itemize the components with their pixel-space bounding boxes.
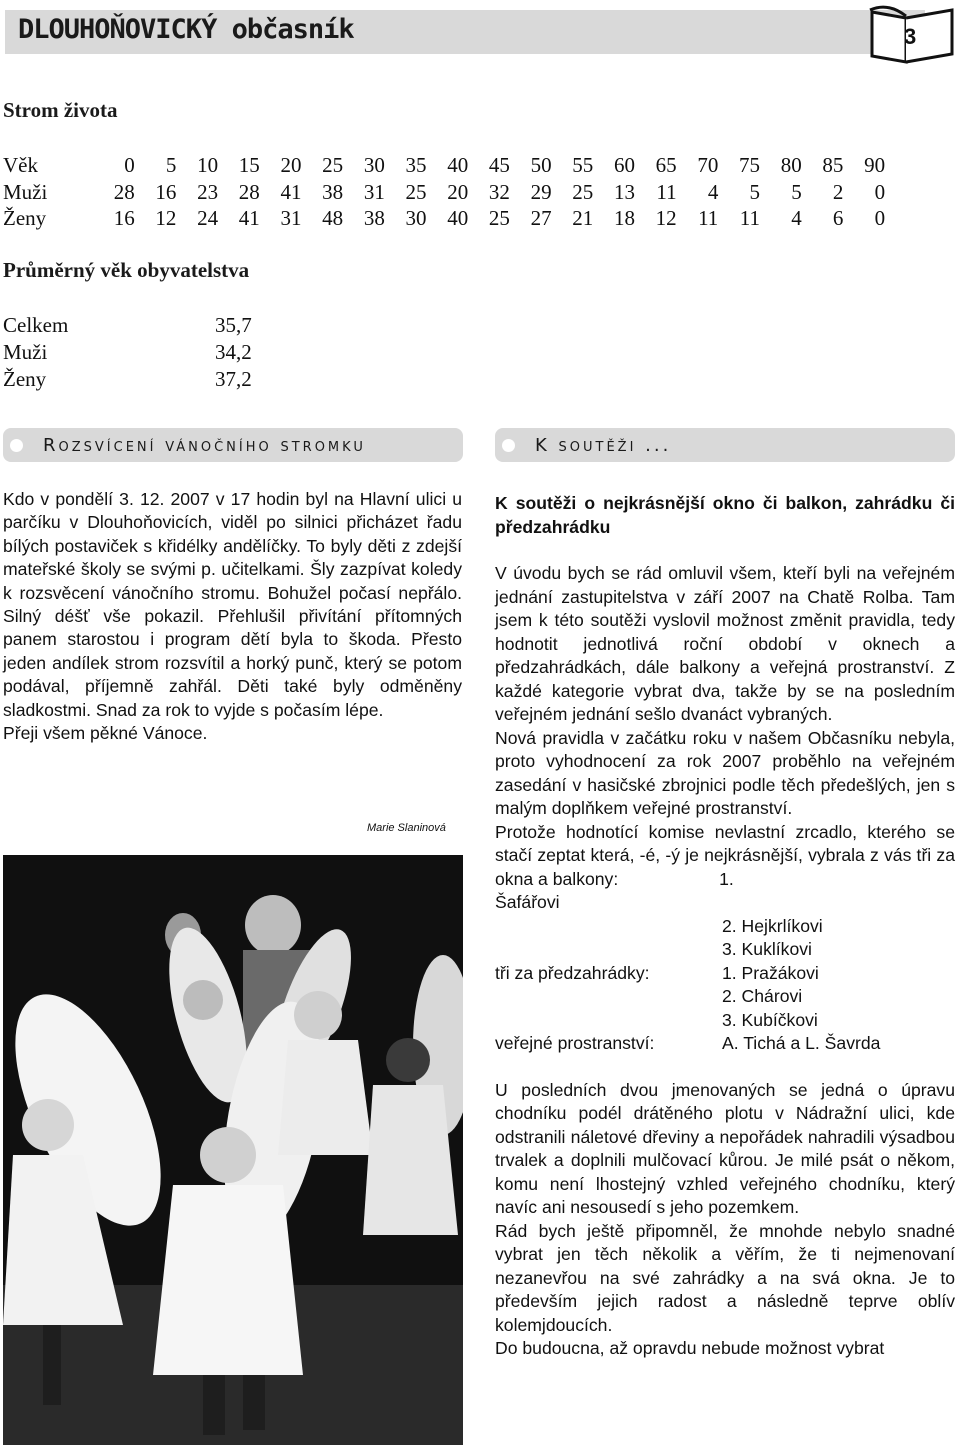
age-cell: 0 [124, 153, 135, 177]
section-title-rozsviceni: Rozsvícení vánočního stromku [43, 435, 366, 456]
age-cell: 4 [791, 206, 802, 230]
average-table [3, 312, 252, 393]
age-cell: 28 [238, 179, 260, 204]
age-cell: 4 [707, 179, 719, 204]
age-table [3, 152, 885, 232]
age-cell: 16 [113, 206, 135, 230]
average-row [3, 339, 252, 366]
age-cell: 16 [155, 179, 177, 204]
age-cell: 0 [874, 206, 886, 230]
photo-angels-procession [3, 855, 463, 1445]
age-cell: 25 [405, 179, 427, 204]
article-paragraph: Kdo v pondělí 3. 12. 2007 v 17 hodin byl na Hlavní ulici u parčíku v Dlouhoňovicích, viděl po silnici přicházet řadu bílých postaviček s křidélky andělíčky. To byly děti z zdejší mateřské školy se svými p. učitelkami. Šly zazpívat koledy k rozsvěcení vánočního stromu. Bohužel počasí nepřálo. Silný déšť vše pokazil. Přehlušil přivítání přítomných panem starostou i program dětí byla to škoda. Přesto jeden andílek strom rozsvítil a horký punč, který se potom podával, příjemně zahřál. Děti také byly odměněny sladkostmi. Snad za rok to vyjde s počasím lépe. [3, 489, 462, 720]
article-paragraph: V úvodu bych se rád omluvil všem, kteří byli na veřejném jednání zastupitelstva v září 2007 na Chatě Rolba. Tam jsem k této soutěži vyslovil možnost změnit pravidla, tedy hodnotit jednotlivá roční období v oknech a předzahrádkách, dále balkony a veřejná prostranství. Z každé kategorie vybrat dva, takže by se na posledním veřejném jednání sešlo dvanáct vybraných. [495, 563, 955, 724]
result-row [495, 1032, 955, 1056]
age-cell: 38 [363, 206, 385, 230]
age-cell: 41 [280, 179, 302, 204]
age-cell: 12 [155, 206, 177, 230]
age-cell: 11 [698, 206, 719, 230]
section-title-soutezi: K soutěži ... [535, 435, 672, 456]
list-first-name: Šafářovi [495, 892, 560, 912]
age-cell: 31 [280, 206, 302, 230]
result-row [495, 1009, 955, 1033]
bullet-icon [502, 439, 515, 452]
age-cell: 20 [447, 179, 469, 204]
age-row-label: Muži [3, 179, 48, 204]
age-cell: 48 [322, 206, 344, 230]
age-cell: 11 [739, 206, 760, 230]
age-cell: 27 [530, 206, 552, 230]
age-cell: 85 [822, 153, 844, 177]
age-cell: 60 [613, 153, 635, 177]
age-cell: 20 [280, 153, 302, 177]
age-cell: 25 [322, 153, 344, 177]
result-winner: A. Tichá a L. Šavrda [722, 1033, 881, 1053]
section-bar-soutezi [495, 428, 955, 462]
average-row [3, 312, 252, 339]
result-category [495, 1009, 722, 1033]
section-bar-rozsviceni [3, 428, 463, 462]
age-cell: 29 [530, 179, 552, 204]
article-paragraph [495, 821, 955, 892]
age-cell: 31 [363, 179, 385, 204]
result-row [495, 962, 955, 986]
result-category [495, 915, 722, 939]
result-winner: 3. Kubíčkovi [722, 1009, 818, 1030]
average-label: Celkem [3, 313, 69, 337]
age-cell: 2 [832, 179, 844, 204]
age-cell: 0 [874, 179, 886, 204]
age-cell: 5 [165, 153, 177, 177]
age-cell: 30 [405, 206, 427, 230]
age-cell: 5 [791, 179, 802, 204]
average-value: 34,2 [215, 340, 252, 364]
age-cell: 65 [655, 153, 677, 177]
age-cell: 5 [749, 179, 760, 204]
age-cell: 90 [864, 153, 886, 177]
average-value: 37,2 [215, 367, 252, 391]
age-row [3, 205, 885, 232]
result-winner: 1. Pražákovi [722, 962, 819, 983]
age-cell: 30 [363, 153, 385, 177]
age-cell: 38 [322, 179, 344, 204]
article-soutezi [495, 492, 955, 1361]
result-category: tři za předzahrádky: [495, 962, 650, 983]
average-label: Muži [3, 340, 48, 364]
age-cell: 45 [488, 153, 510, 177]
age-row [3, 179, 885, 206]
age-cell: 32 [488, 179, 510, 204]
photo-illustration [3, 855, 463, 1445]
article-paragraph: Přeji všem pěkné Vánoce. [3, 723, 208, 744]
section-title-strom: Strom života [3, 98, 118, 122]
average-label: Ženy [3, 367, 47, 391]
result-row [495, 985, 955, 1009]
article-paragraph: U posledních dvou jmenovaných se jedná o úpravu chodníku podél drátěného plotu v Nádražní ulici, kde odstranili náletové dřeviny a nepořádek nahradili výsadbou trvalek a doplnili mulčovací kůrou. Je milé psát o někom, komu není lhostejný vzhled veřejného chodníku, který navíc ani nesousedí s jeho pozemkem. [495, 1079, 955, 1217]
age-cell: 28 [113, 179, 135, 204]
age-cell: 25 [488, 206, 510, 230]
age-cell: 11 [656, 179, 677, 204]
age-cell: 40 [447, 206, 469, 230]
age-cell: 40 [447, 153, 469, 177]
age-cell: 6 [832, 206, 844, 230]
result-winner: 3. Kuklíkovi [722, 939, 812, 959]
average-row [3, 366, 252, 393]
age-cell: 35 [405, 153, 427, 177]
age-cell: 75 [739, 153, 760, 177]
age-cell: 12 [655, 206, 677, 230]
article-heading: K soutěži o nejkrásnější okno či balkon, zahrádku či předzahrádku [495, 493, 955, 537]
results-list [495, 915, 955, 1056]
age-row [3, 152, 885, 179]
age-cell: 41 [238, 206, 260, 230]
newsletter-title: DLOUHOŇOVICKÝ občasník [18, 14, 354, 45]
age-cell: 25 [572, 179, 594, 204]
page-number: 3 [904, 24, 917, 49]
list-number: 1. [719, 868, 734, 889]
result-category [495, 938, 722, 962]
result-row [495, 915, 955, 939]
average-value: 35,7 [215, 313, 252, 337]
age-cell: 18 [613, 206, 635, 230]
age-cell: 21 [572, 206, 594, 230]
age-row-label: Věk [3, 153, 38, 177]
result-row [495, 938, 955, 962]
age-cell: 13 [613, 179, 635, 204]
age-cell: 24 [197, 206, 219, 230]
article-rozsviceni [3, 488, 462, 745]
para3-text: Protože hodnotící komise nevlastní zrcadlo, kterého se stačí zeptat která, -é, -ý je nejkrásnější, vybrala z vás tři za okna a balkony: [495, 821, 955, 889]
article-paragraph: Do budoucna, až opravdu nebude možnost vybrat [495, 1338, 885, 1358]
result-winner: 2. Chárovi [722, 986, 803, 1006]
bullet-icon [10, 439, 23, 452]
result-winner: 2. Hejkrlíkovi [722, 915, 823, 936]
age-cell: 50 [530, 153, 552, 177]
result-category: veřejné prostranství: [495, 1033, 655, 1053]
section-title-average: Průměrný věk obyvatelstva [3, 258, 250, 282]
age-cell: 15 [238, 153, 260, 177]
age-row-label: Ženy [3, 206, 47, 230]
author-signature: Marie Slaninová [367, 822, 446, 834]
age-cell: 55 [572, 153, 594, 177]
age-cell: 10 [197, 153, 219, 177]
article-paragraph: Nová pravidla v začátku roku v našem Občasníku nebyla, proto vyhodnocení za rok 2007 proběhlo na veřejném zasedání v hasičské zbrojnici podle těch předešlých, jen s malým doplňkem veřejné prostranství. [495, 727, 955, 818]
result-category [495, 985, 722, 1009]
age-cell: 70 [697, 153, 719, 177]
article-paragraph: Rád bych ještě připomněl, že mnohde nebylo snadné vybrat jen těch několik a věřím, že ti nejmenovaní nezanevřou na své zahrádky a na svá okna. Je to především jejich radost a následně teprve oblív kolemjdoucích. [495, 1220, 955, 1335]
age-cell: 80 [780, 153, 802, 177]
age-cell: 23 [197, 179, 219, 204]
